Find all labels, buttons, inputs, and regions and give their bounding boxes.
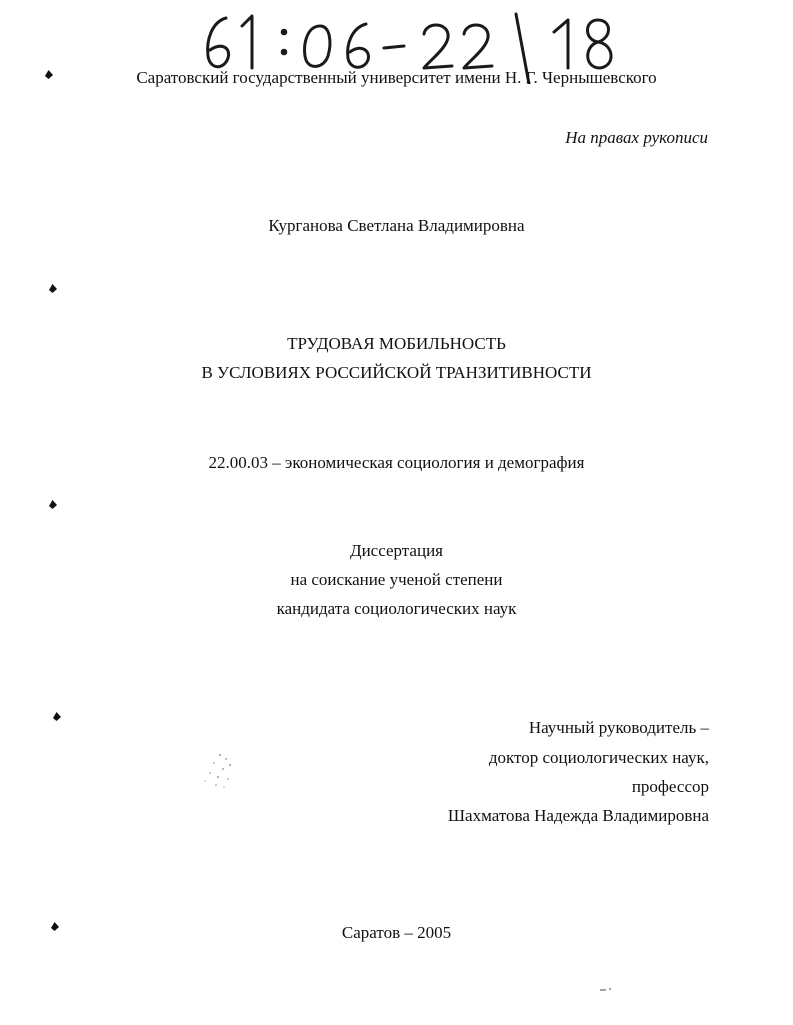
scan-mark-3 — [48, 500, 57, 509]
supervisor-title: профессор — [631, 777, 709, 796]
degree-line: на соискание ученой степени — [290, 570, 503, 589]
specialty-code: 22.00.03 – экономическая социология и демография — [208, 453, 585, 472]
scan-mark-1 — [44, 70, 53, 79]
scan-speckle-noise — [190, 745, 250, 795]
degree-field: кандидата социологических наук — [276, 599, 517, 618]
scan-mark-5 — [50, 922, 59, 931]
dissertation-label: Диссертация — [349, 541, 443, 560]
supervisor-degree: доктор социологических наук, — [488, 748, 709, 767]
supervisor-name: Шахматова Надежда Владимировна — [447, 806, 709, 825]
title-line-2: В УСЛОВИЯХ РОССИЙСКОЙ ТРАНЗИТИВНОСТИ — [201, 363, 592, 382]
author-name: Курганова Светлана Владимировна — [268, 216, 525, 235]
university-name: Саратовский государственный университет имени Н. Г. Чернышевского — [136, 68, 657, 87]
place-and-year: Саратов – 2005 — [341, 923, 452, 942]
scan-mark-4 — [52, 712, 61, 721]
supervisor-label: Научный руководитель – — [528, 718, 709, 737]
title-line-1: ТРУДОВАЯ МОБИЛЬНОСТЬ — [287, 334, 506, 353]
manuscript-rights-note: На правах рукописи — [565, 128, 708, 147]
scan-mark-2 — [48, 284, 57, 293]
scan-dash-mark — [598, 985, 618, 995]
